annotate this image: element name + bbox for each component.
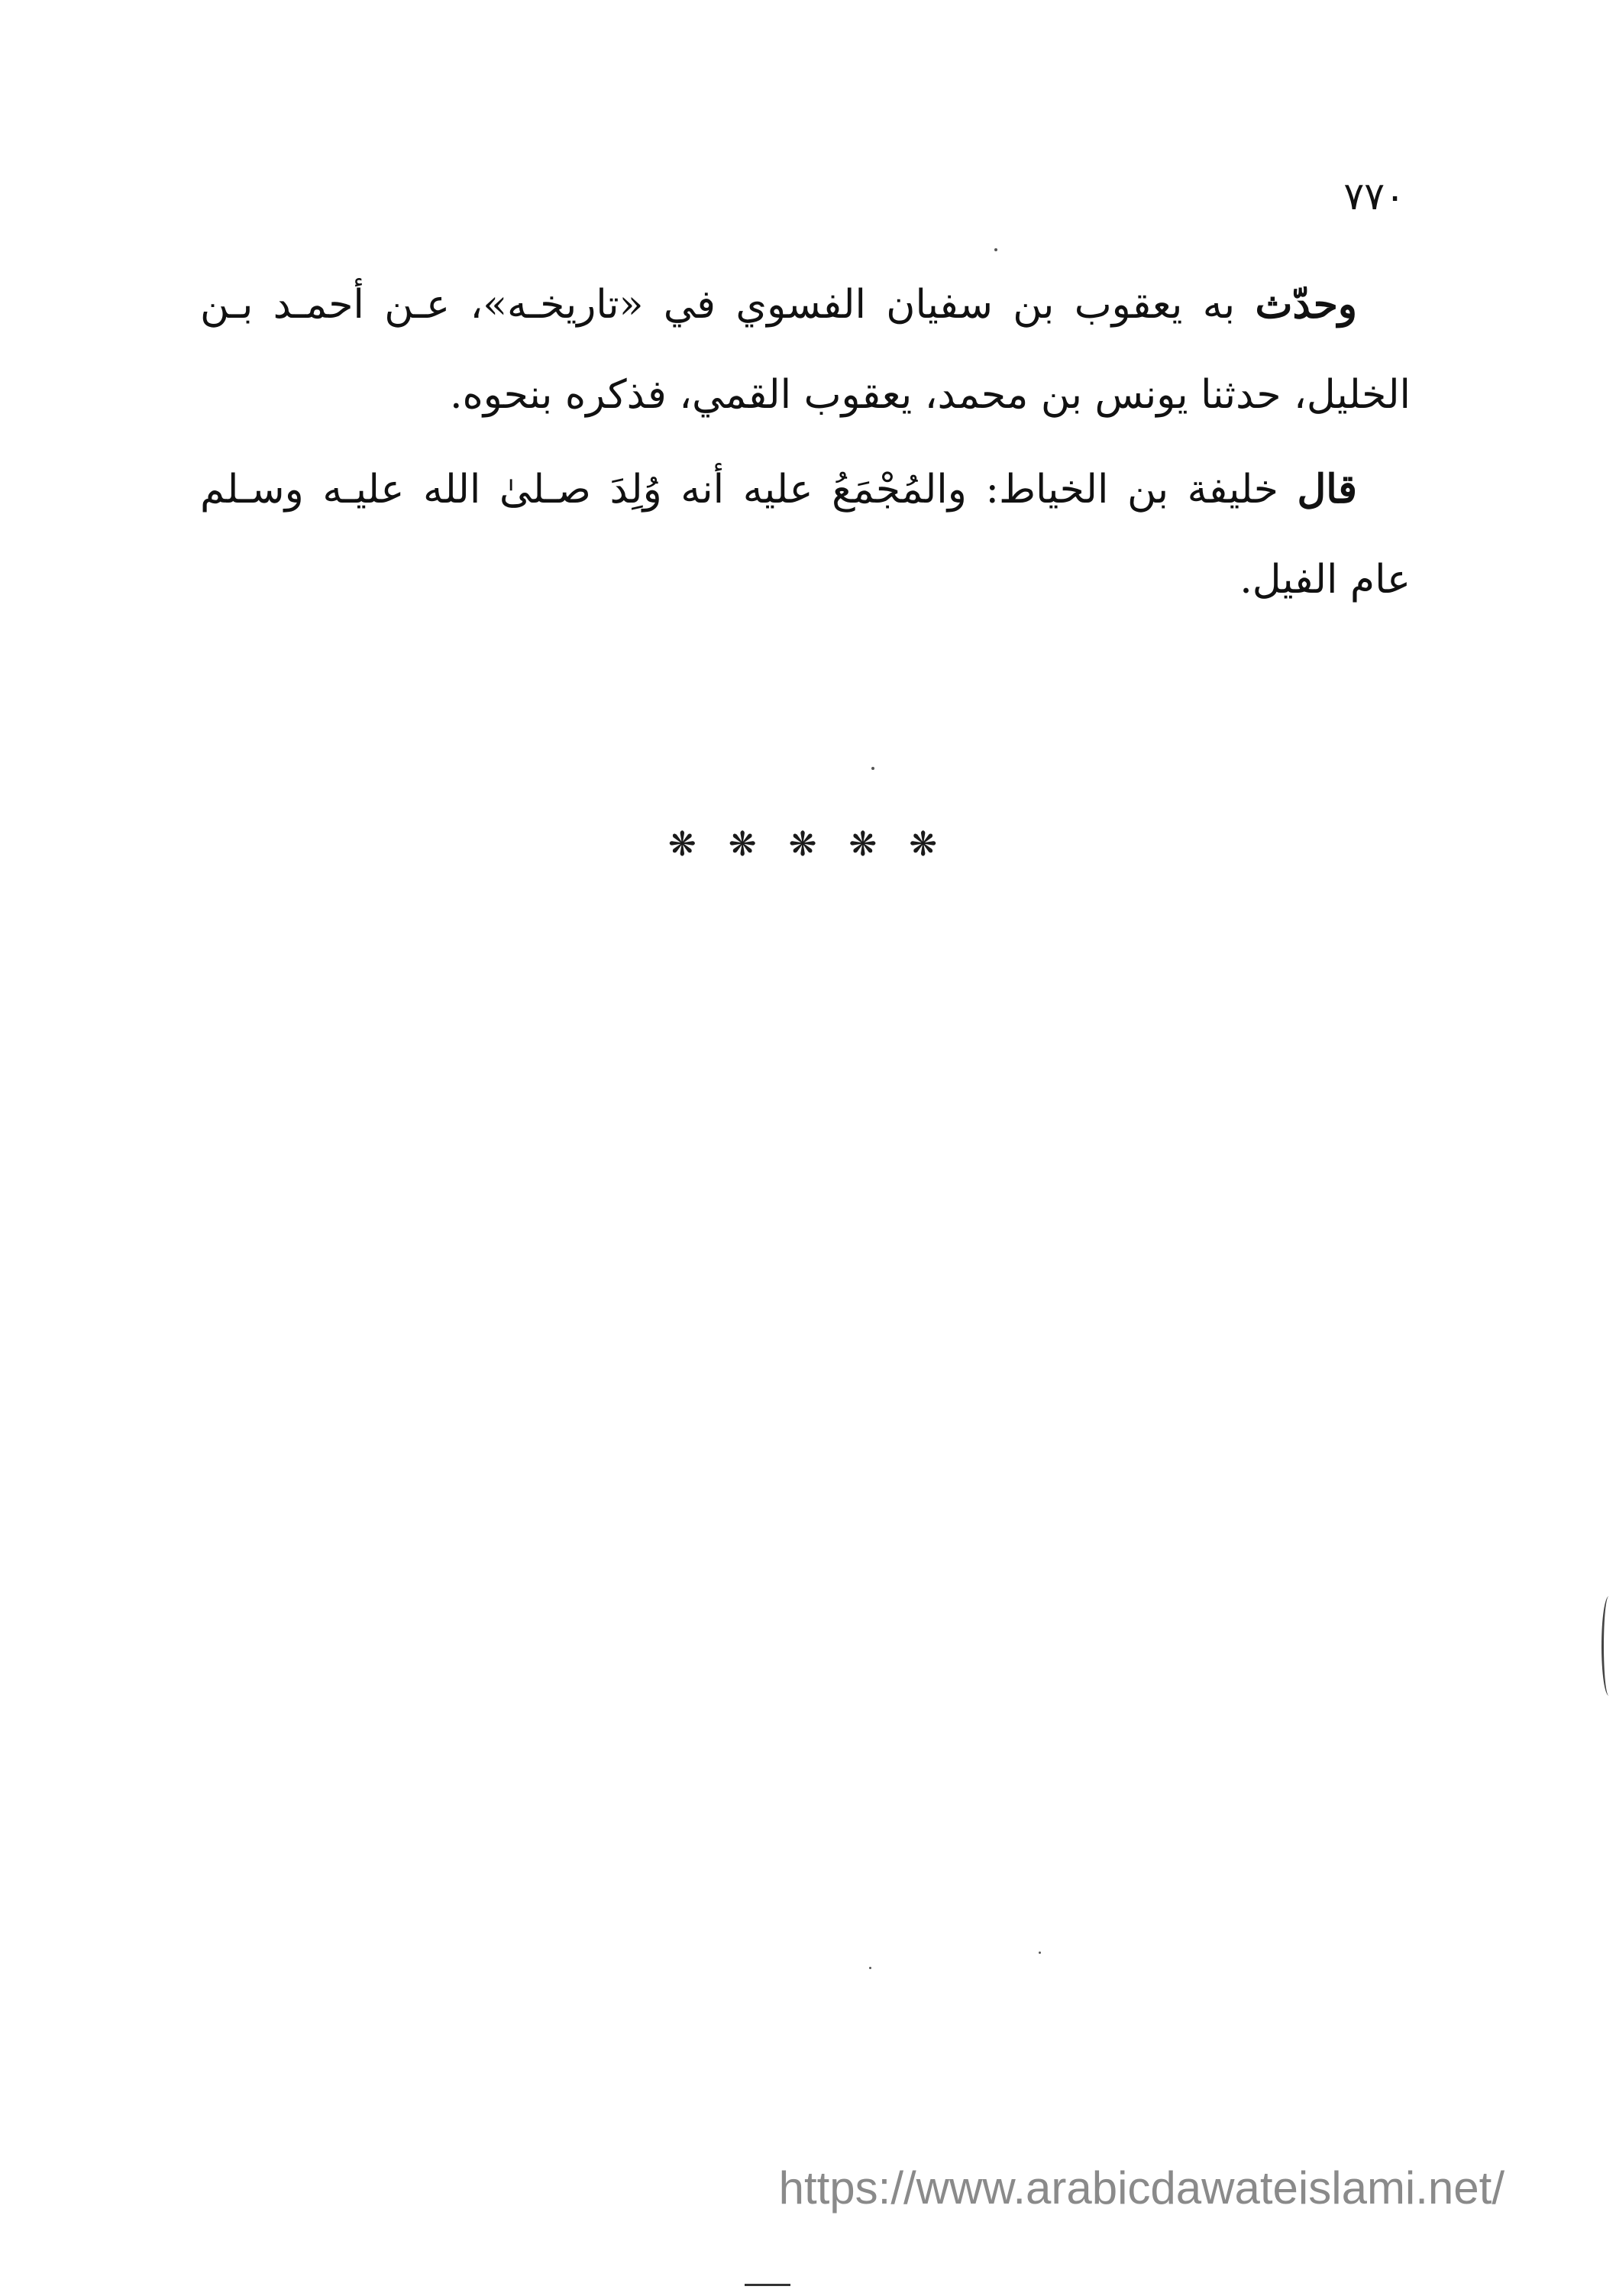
paragraph-1 xyxy=(200,260,1411,440)
paragraph-lead-word: وحدّث xyxy=(1255,281,1357,328)
scan-speck xyxy=(1039,1952,1041,1954)
scan-foot-dash xyxy=(745,2284,790,2286)
watermark-url: https://www.arabicdawateislami.net/ xyxy=(778,2162,1504,2214)
paragraph-2 xyxy=(200,445,1411,625)
section-divider-ornament: ❋ ❋ ❋ ❋ ❋ xyxy=(667,825,949,864)
scan-speck xyxy=(869,1967,871,1969)
scan-speck xyxy=(871,767,874,770)
paragraph-text: خليفة بن الخياط: والمُجْمَعُ عليه أنه وُلِدَ صـلىٰ الله عليـه وسـلم عام الفيل. xyxy=(200,467,1411,603)
paragraph-text: به يعقوب بن سفيان الفسوي في «تاريخـه»، عـن أحمـد بـن الخليل، حدثنا يونس بن محمد، يعقوب القمي، فذكره بنحوه. xyxy=(200,282,1411,418)
page-number: ٧٧٠ xyxy=(1343,174,1405,218)
scan-edge-mark xyxy=(1601,1596,1616,1696)
body-text xyxy=(200,260,1411,629)
scan-speck xyxy=(994,248,997,251)
paragraph-lead-word: قال xyxy=(1297,466,1357,513)
